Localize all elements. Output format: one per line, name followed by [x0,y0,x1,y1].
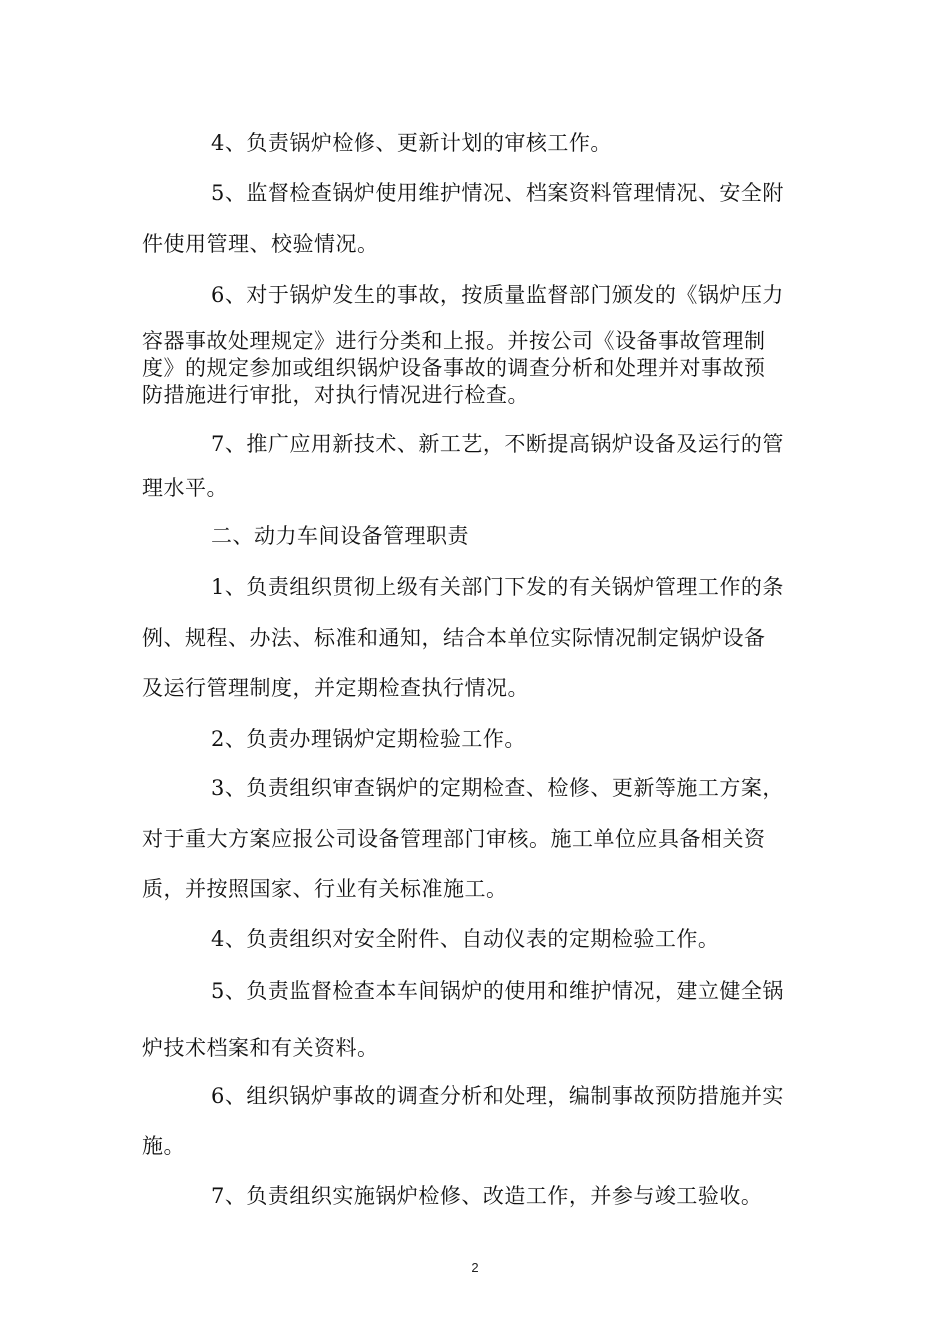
paragraph-line: 7、推广应用新技术、新工艺，不断提高锅炉设备及运行的管 [211,432,784,456]
page-number: 2 [471,1260,479,1275]
paragraph-line: 质，并按照国家、行业有关标准施工。 [142,877,508,901]
paragraph-line: 6、对于锅炉发生的事故，按质量监督部门颁发的《锅炉压力 [211,283,784,307]
paragraph-line: 1、负责组织贯彻上级有关部门下发的有关锅炉管理工作的条 [211,575,784,599]
paragraph-line: 2、负责办理锅炉定期检验工作。 [211,727,526,751]
paragraph-line: 理水平。 [142,476,228,500]
paragraph-line: 件使用管理、校验情况。 [142,232,379,256]
paragraph-line: 及运行管理制度，并定期检查执行情况。 [142,676,529,700]
paragraph-line: 施。 [142,1134,185,1158]
paragraph-line: 防措施进行审批，对执行情况进行检查。 [142,383,529,407]
paragraph-line: 5、负责监督检查本车间锅炉的使用和维护情况，建立健全锅 [211,979,784,1003]
paragraph-line: 4、负责锅炉检修、更新计划的审核工作。 [211,131,612,155]
section-heading: 二、动力车间设备管理职责 [211,524,469,548]
paragraph-line: 对于重大方案应报公司设备管理部门审核。施工单位应具备相关资 [142,827,766,851]
paragraph-line: 度》的规定参加或组织锅炉设备事故的调查分析和处理并对事故预 [142,356,766,380]
paragraph-line: 4、负责组织对安全附件、自动仪表的定期检验工作。 [211,927,720,951]
paragraph-line: 例、规程、办法、标准和通知，结合本单位实际情况制定锅炉设备 [142,626,766,650]
paragraph-line: 容器事故处理规定》进行分类和上报。并按公司《设备事故管理制 [142,329,766,353]
paragraph-line: 5、监督检查锅炉使用维护情况、档案资料管理情况、安全附 [211,181,784,205]
paragraph-line: 6、组织锅炉事故的调查分析和处理，编制事故预防措施并实 [211,1084,784,1108]
paragraph-line: 炉技术档案和有关资料。 [142,1036,379,1060]
paragraph-line: 7、负责组织实施锅炉检修、改造工作，并参与竣工验收。 [211,1184,763,1208]
paragraph-line: 3、负责组织审查锅炉的定期检查、检修、更新等施工方案， [211,776,784,800]
